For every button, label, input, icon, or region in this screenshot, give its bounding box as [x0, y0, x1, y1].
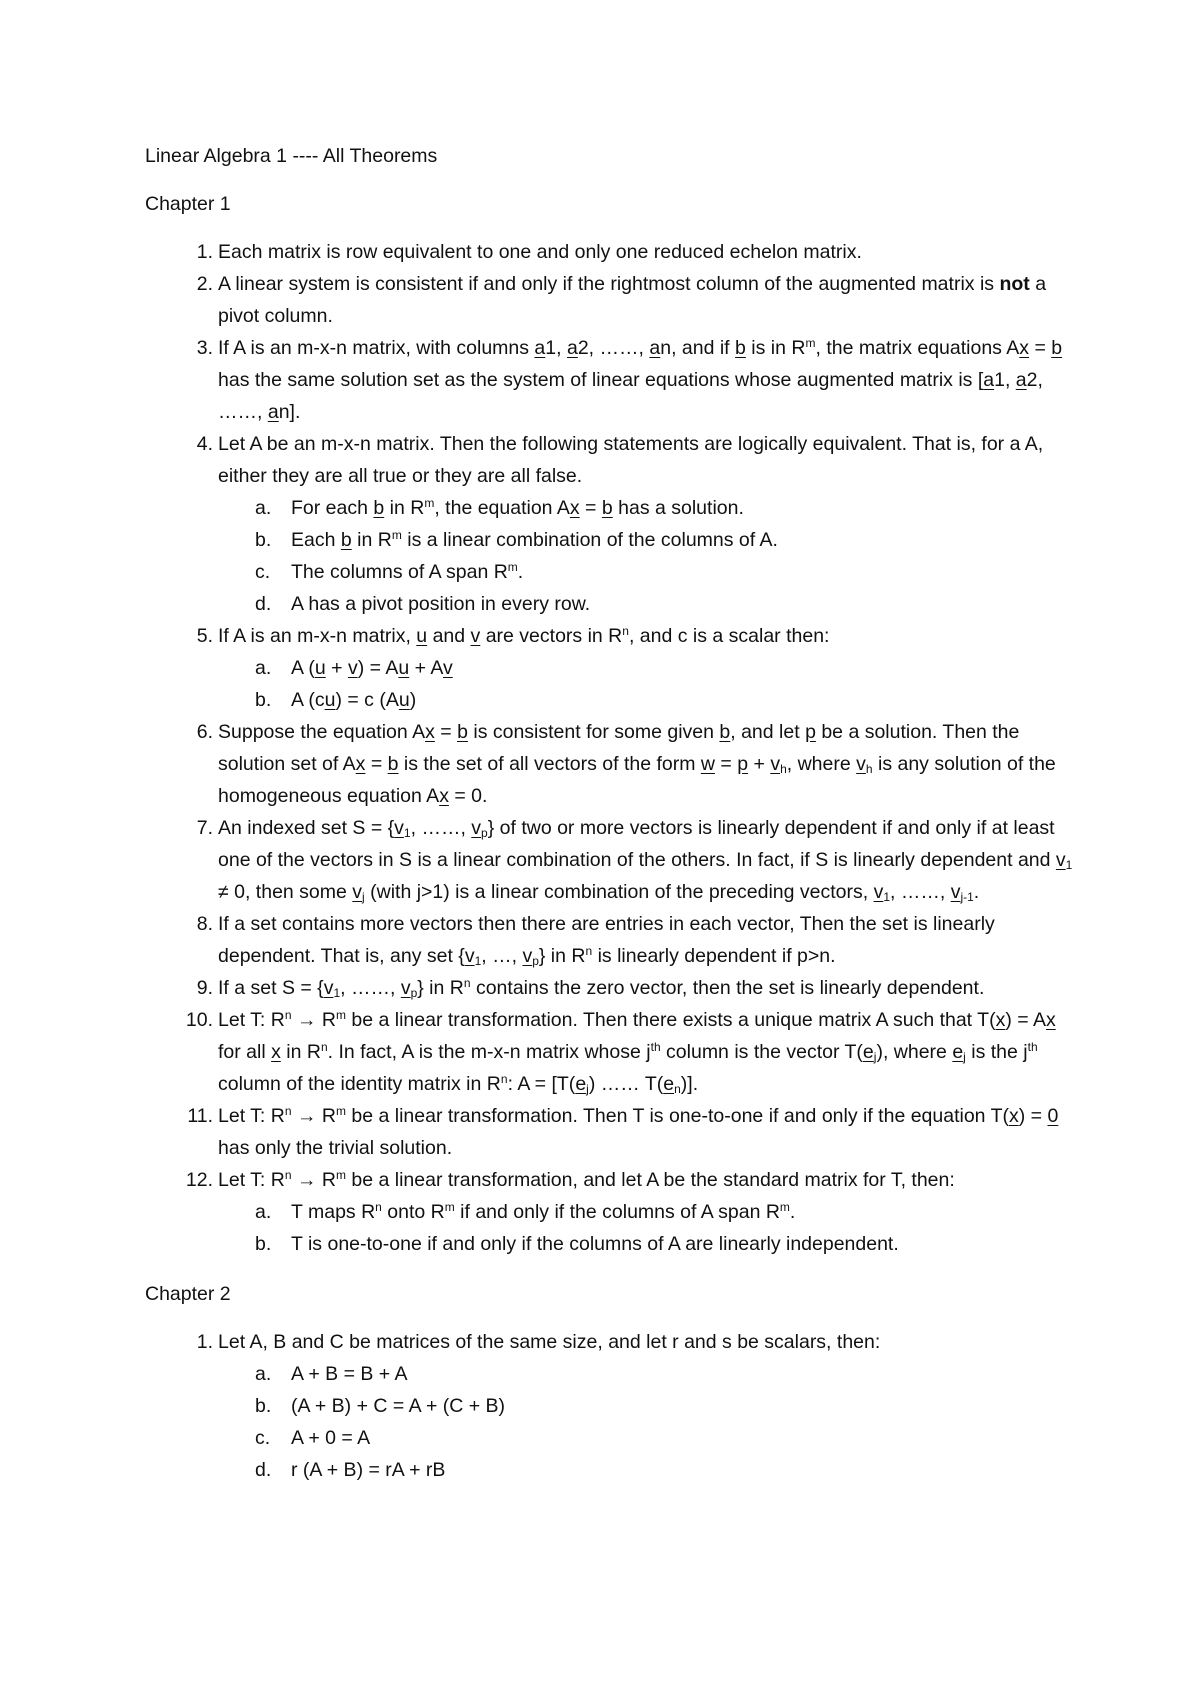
sub-text: (A + B) + C = A + (C + B)	[291, 1395, 506, 1417]
theorem-number: 8.	[196, 913, 213, 935]
document-title: Linear Algebra 1 ---- All Theorems	[145, 145, 438, 167]
theorem-number: 11.	[187, 1105, 213, 1127]
sub-letter: d.	[255, 1459, 272, 1481]
theorem-item	[145, 428, 1075, 620]
sub-item	[218, 588, 1075, 620]
theorem-item	[145, 812, 1075, 908]
sub-item	[218, 1358, 1075, 1390]
sub-item	[218, 1454, 1075, 1486]
theorem-text: If A is an m-x-n matrix, u and v are vectors in $R^n$, and c is a scalar then:	[218, 624, 830, 647]
theorem-number: 2.	[196, 273, 213, 295]
sub-item	[218, 1228, 1075, 1260]
document-page	[145, 140, 1075, 1504]
theorem-item	[145, 620, 1075, 716]
sub-list	[218, 1358, 1075, 1486]
sub-list	[218, 492, 1075, 620]
sub-letter: b.	[255, 689, 272, 711]
sub-text: Each b in $R^m$ is a linear combination of the columns of A.	[291, 528, 778, 551]
sub-letter: a.	[255, 1363, 272, 1385]
theorem-text: Let T: $R^n \to R^m$ be a linear transformation. Then T is one-to-one if and only if the equation T(x) = 0 has only the trivial solution.	[218, 1104, 1059, 1159]
sub-list	[218, 1196, 1075, 1260]
theorem-text: If a set $S = \{v_1$, ……, $v_p$} in $R^n$ contains the zero vector, then the set is linearly dependent.	[218, 976, 985, 1000]
sub-text: A (cu) = c (Au)	[291, 689, 417, 711]
theorem-number: 5.	[196, 625, 213, 647]
theorem-list	[145, 236, 1075, 1260]
sub-text: A + 0 = A	[291, 1427, 371, 1449]
sub-item	[218, 524, 1075, 556]
sub-text: For each b in $R^m$, the equation Ax = b has a solution.	[291, 496, 744, 519]
sub-letter: c.	[255, 561, 271, 583]
chapter-1	[145, 188, 1075, 1260]
theorem-item	[145, 972, 1075, 1004]
sub-item	[218, 556, 1075, 588]
theorem-text: Let A be an m-x-n matrix. Then the following statements are logically equivalent. That is, for a A, either they are all true or they are all false.	[218, 433, 1044, 487]
sub-text: A has a pivot position in every row.	[291, 593, 591, 615]
sub-letter: a.	[255, 497, 272, 519]
sub-text: The columns of A span $R^m$.	[291, 560, 524, 583]
theorem-text: Let T: $R^n \to R^m$ be a linear transformation. Then there exists a unique matrix A such that T(x) = Ax for all x in $R^n$. In fact, A is the m-x-n matrix whose $j^{th}$ column is the vector $T(e_j)$, where $e_j$ is the $j^{th}$ column of the identity matrix in $R^n$: $A = [T(e_j)$ …… $T(e_n)$].	[218, 1008, 1056, 1096]
sub-text: r (A + B) = rA + rB	[291, 1459, 446, 1481]
theorem-number: 1.	[196, 241, 213, 263]
sub-letter: b.	[255, 1233, 272, 1255]
theorem-item	[145, 332, 1075, 428]
theorem-item	[145, 1004, 1075, 1100]
theorem-number: 3.	[196, 337, 213, 359]
sub-text: T is one-to-one if and only if the columns of A are linearly independent.	[291, 1233, 899, 1255]
sub-text: A (u + v) = Au + Av	[291, 657, 453, 679]
chapter-heading: Chapter 2	[145, 1283, 231, 1305]
sub-item	[218, 652, 1075, 684]
theorem-text: Let T: $R^n \to R^m$ be a linear transformation, and let A be the standard matrix for T, then:	[218, 1168, 955, 1191]
theorem-item	[145, 1164, 1075, 1260]
sub-text: A + B = B + A	[291, 1363, 408, 1385]
theorem-number: 1.	[196, 1331, 213, 1353]
chapter-2	[145, 1278, 1075, 1486]
sub-item	[218, 492, 1075, 524]
theorem-list	[145, 1326, 1075, 1486]
sub-letter: b.	[255, 529, 272, 551]
theorem-text: Suppose the equation Ax = b is consistent for some given b, and let p be a solution. Then the solution set of Ax = b is the set of all vectors of the form $w = p + v_h$, where $v_h$ is any solution of the homogeneous equation Ax = 0.	[218, 721, 1056, 807]
theorem-item	[145, 716, 1075, 812]
theorem-number: 12.	[185, 1169, 213, 1191]
sub-item	[218, 1390, 1075, 1422]
theorem-text: Let A, B and C be matrices of the same size, and let r and s be scalars, then:	[218, 1331, 881, 1353]
theorem-item	[145, 1100, 1075, 1164]
sub-letter: b.	[255, 1395, 272, 1417]
theorem-number: 9.	[196, 977, 213, 999]
theorem-item	[145, 1326, 1075, 1486]
sub-text: T maps $R^n$ onto $R^m$ if and only if the columns of A span $R^m$.	[291, 1200, 796, 1223]
theorem-number: 4.	[196, 433, 213, 455]
theorem-text: A linear system is consistent if and only if the rightmost column of the augmented matrix is not a pivot column.	[218, 273, 1047, 327]
sub-letter: a.	[255, 1201, 272, 1223]
theorem-item	[145, 908, 1075, 972]
sub-letter: d.	[255, 593, 272, 615]
sub-letter: c.	[255, 1427, 271, 1449]
theorem-text: An indexed set $S = \{v_1$, ……, $v_p$} of two or more vectors is linearly dependent if and only if at least one of the vectors in S is a linear combination of the others. In fact, if S is linearly dependent and $v_1 \ne 0$, then some $v_j$ (with j>1) is a linear combination of the preceding vectors, $v_1$, ……, $v_{j-1}$.	[218, 817, 1073, 904]
sub-letter: a.	[255, 657, 272, 679]
theorem-text: If a set contains more vectors then there are entries in each vector, Then the set is linearly dependent. That is, any set {$v_1$, …, $v_p$} in $R^n$ is linearly dependent if p>n.	[218, 913, 995, 968]
sub-item	[218, 1422, 1075, 1454]
theorem-number: 7.	[196, 817, 213, 839]
chapter-heading: Chapter 1	[145, 193, 231, 215]
sub-item	[218, 684, 1075, 716]
theorem-text: Each matrix is row equivalent to one and only one reduced echelon matrix.	[218, 241, 862, 263]
sub-list	[218, 652, 1075, 716]
theorem-number: 10.	[185, 1009, 213, 1031]
theorem-item	[145, 236, 1075, 268]
theorem-item	[145, 268, 1075, 332]
sub-item	[218, 1196, 1075, 1228]
theorem-number: 6.	[196, 721, 213, 743]
theorem-text: If A is an m-x-n matrix, with columns a1, a2, ……, an, and if b is in $R^m$, the matrix equations Ax = b has the same solution set as the system of linear equations whose augmented matrix is [a1, a2, ……, an].	[218, 336, 1063, 423]
